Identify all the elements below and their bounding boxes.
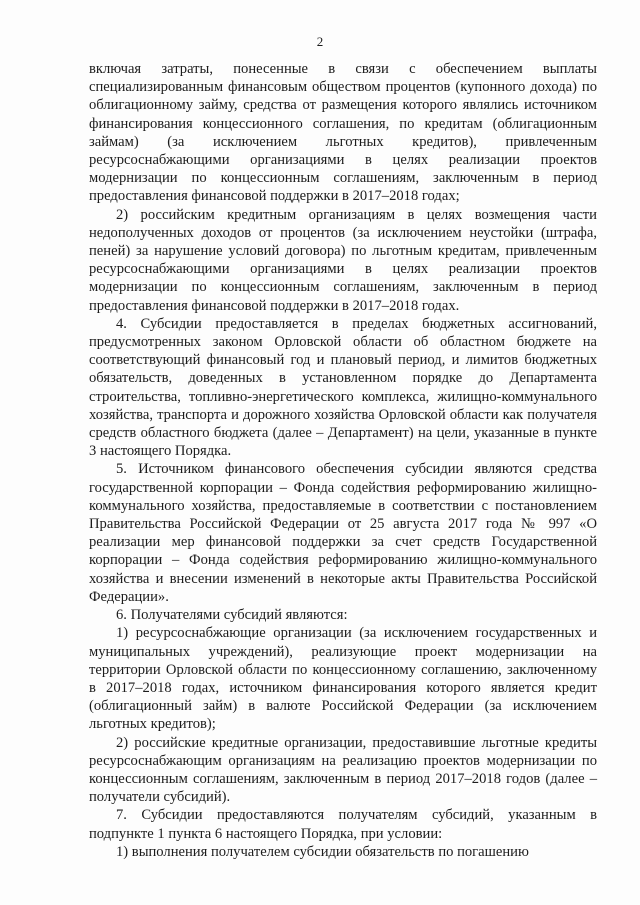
page-number: 2 — [316, 34, 324, 49]
paragraph-item-4: 4. Субсидии предоставляется в пределах бюджетных ассигнований, предусмотренных законом Орловской области об областном бюджете на соответствующий финансовый год и плановый период, и лимитов бюджетных обязательств, доведенных в установленном порядке до Департамента строительства, топливно-энергетического комплекса, жилищно-коммунального хозяйства, транспорта и дорожного хозяйства Орловской области как получателя средств областного бюджета (далее – Департамент) на цели, указанные в пункте 3 настоящего Порядка. — [89, 315, 597, 460]
paragraph-continuation: включая затраты, понесенные в связи с обеспечением выплаты специализированным финансовым обществом процентов (купонного дохода) по облигационному займу, средства от размещения которого являлись источником финансирования концессионного соглашения, по кредитам (облигационным займам) (за исключением льготных кредитов), привлеченным ресурсоснабжающими организациями в целях реализации проектов модернизации по концессионным соглашениям, заключенным в период предоставления финансовой поддержки в 2017–2018 годах; — [89, 61, 597, 205]
paragraph-item-7-subitem-1: 1) выполнения получателем субсидии обязательств по погашению — [116, 843, 529, 860]
paragraph-item-7: 7. Субсидии предоставляются получателям субсидий, указанным в подпункте 1 пункта 6 настоящего Порядка, при условии: — [89, 807, 597, 842]
document-body — [89, 60, 597, 861]
paragraph-item-5: 5. Источником финансового обеспечения субсидии являются средства государственной корпорации – Фонда содействия реформированию жилищно-коммунального хозяйства, предоставляемые в соответствии с постановлением Правительства Российской Федерации от 25 августа 2017 года № 997 «О реализации мер финансовой поддержки за счет средств Государственной корпорации – Фонда содействия реформированию жилищно-коммунального хозяйства и внесении изменений в некоторые акты Правительства Российской Федерации». — [89, 461, 597, 605]
paragraph-subitem-2-credit-organizations: 2) российским кредитным организациям в целях возмещения части недополученных доходов от процентов (за исключением неустойки (штрафа, пеней) за нарушение условий договора) по льготным кредитам, привлеченным ресурсоснабжающими организациями в целях реализации проектов модернизации по концессионным соглашениям, заключенным в период предоставления финансовой поддержки в 2017–2018 годах. — [89, 206, 597, 314]
paragraph-item-6-subitem-2: 2) российские кредитные организации, предоставившие льготные кредиты ресурсоснабжающим организациям на реализацию проектов модернизации по концессионным соглашениям, заключенным в период 2017–2018 годов (далее – получатели субсидий). — [89, 734, 597, 806]
paragraph-item-6-subitem-1: 1) ресурсоснабжающие организации (за исключением государственных и муниципальных учреждений), реализующие проект модернизации на территории Орловской области по концессионному соглашению, заключенному в 2017–2018 годах, источником финансирования которого является кредит (облигационный займ) в валюте Российской Федерации (за исключением льготных кредитов); — [89, 625, 597, 733]
paragraph-item-6: 6. Получателями субсидий являются: — [116, 607, 348, 624]
